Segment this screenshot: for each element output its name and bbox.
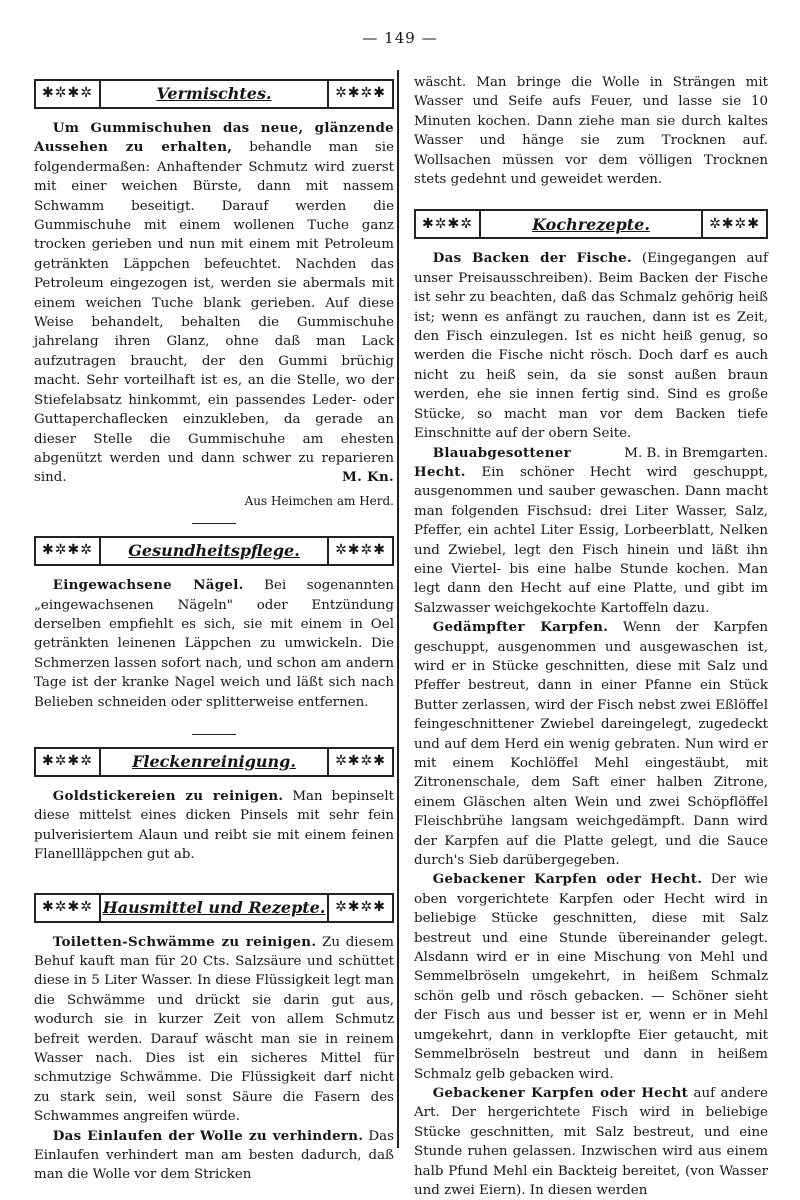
recipe-body: Der wie oben vorgerichtete Karpfen oder Hecht wird in beliebige Stücke geschnitten, diese mit Salz bestreut und eine Stunde übereinander gelegt. Alsdann wird er in eine Mischung von Mehl und Semmelbröseln umgekehrt, in heißem Schmalz schön gelb und rösch gebacken. — Schöner sieht der Fisch aus und besser ist er, wenn er in Mehl umgekehrt, dann in verklopfte Eier getaucht, mit Semmelbröseln bestreut und dann in heißem Schmalz gelb gebacken wird. xyxy=(414,872,769,1082)
right-column xyxy=(414,73,768,1200)
recipe-heading: Gebackener Karpfen oder Hecht. xyxy=(432,871,703,888)
source-note: Aus Heimchen am Herd. xyxy=(244,493,394,508)
ornament-left: ✱✲✱✲ xyxy=(422,215,473,232)
recipe-body: Ein schöner Hecht wird geschuppt, ausgenommen und sauber gewaschen. Dann macht man folgenden Fischsud: drei Liter Wasser, Salz, Pfeffer, ein achtel Liter Essig, Lorbeerblatt, Nelken und Zwiebel, legt den Fisch hinein und läßt ihn eine Viertel- bis eine halbe Stunde kochen. Man legt dann den Hecht auf eine Platte, und gibt im Salzwasser weichgekochte Kartoffeln dazu. xyxy=(414,464,768,616)
section-header-hausmittel xyxy=(34,893,394,923)
recipe-heading: Blauabgesottener Hecht. xyxy=(414,444,571,480)
recipe-heading: Gebackener Karpfen oder Hecht xyxy=(432,1084,689,1101)
recipe-hecht xyxy=(414,444,768,619)
author-signature: M. Kn. xyxy=(342,469,394,486)
article-schwaemme xyxy=(34,933,394,1127)
recipe-gebackener-karpfen xyxy=(414,870,768,1083)
recipe-body: (Eingegangen auf unser Preisausschreiben). Beim Backen der Fische ist sehr zu beachten, daß das Schmalz gehörig heiß ist; wenn es anfängt zu rauchen, dann ist es Zeit, den Fisch einzulegen. Ist es nicht heiß genug, so werden die Fische nicht rösch. Doch darf es auch nicht zu heiß sein, da sie sonst außen braun werden, ehe sie innen fertig sind. Sind es große Stücke, so macht man vor dem Backen tiefe Einschnitte auf der obern Seite. xyxy=(414,251,769,442)
recipe-body: Wenn der Karpfen geschuppt, ausgenommen und ausgewaschen ist, wird er in Stücke geschnitten, diese mit Salz und Pfeffer bestreut, dann in einer Pfanne ein Stück Butter zerlassen, wird der Fisch nebst zwei Eßlöffel feingeschnittener Zwiebel dareingelegt, zugedeckt und auf dem Herd ein wenig gebraten. Nun wird er mit einem Kochlöffel Mehl eingestäubt, mit Zitronenschale, dem Saft einer halben Zitrone, einem Gläschen alten Wein und zwei Schöpflöffel Fleischbrühe langsam weichgedämpft. Dann wird der Karpfen auf die Platte gelegt, und die Sauce durch's Sieb darübergegeben. xyxy=(414,620,768,869)
article-body: Bei sogenannten „eingewachsenen Nägeln" oder Entzündung derselben empfiehlt es sich, sie mit einem in Oel getränkten leinenen Läppchen zu umwickeln. Die Schmerzen lassen sofort nach, und schon am andern Tage ist der kranke Nagel weich und läßt sich nach Belieben schneiden oder splitterweise entfernen. xyxy=(34,578,394,710)
ornament-left: ✱✲✱✲ xyxy=(42,542,93,559)
section-header-flecken xyxy=(34,747,394,777)
article-gummischuhe xyxy=(34,119,394,488)
article-naegel xyxy=(34,576,394,712)
section-title: Kochrezepte. xyxy=(479,211,703,237)
article-body: Das Einlaufen verhindert man am besten dadurch, daß man die Wolle vor dem Stricken xyxy=(34,1128,394,1183)
section-title: Gesundheitspflege. xyxy=(99,538,329,564)
recipe-backen-fische xyxy=(414,249,769,461)
recipe-gebackener-karpfen-2 xyxy=(414,1084,768,1200)
ornament-left: ✱✲✱✲ xyxy=(42,85,93,102)
recipe-signature: M. B. in Bremgarten. xyxy=(624,445,768,461)
ornament-right: ✲✱✲✱ xyxy=(335,542,386,559)
article-goldstickereien xyxy=(34,787,394,865)
section-title: Fleckenreinigung. xyxy=(99,749,329,775)
continuation-text: wäscht. Man bringe die Wolle in Strängen mit Wasser und Seife aufs Feuer, und lasse sie 10 Minuten kochen. Dann ziehe man sie durch kaltes Wasser und hänge sie zum Trocknen auf. Wollsachen müssen vor dem völligen Trocknen stets gedehnt und geweidet werden. xyxy=(414,75,768,188)
article-heading: Goldstickereien zu reinigen. xyxy=(52,787,284,804)
article-body: Man bepinselt diese mittelst eines dicken Pinsels mit sehr fein pulverisiertem Alaun und reibt sie mit einem feinen Flanellläppchen gut ab. xyxy=(34,788,394,863)
ornament-right: ✲✱✲✱ xyxy=(335,898,386,915)
ornament-right: ✲✱✲✱ xyxy=(335,753,386,770)
page-number: — 149 — xyxy=(362,29,438,47)
recipe-heading: Das Backen der Fische. xyxy=(432,250,632,267)
column-divider xyxy=(397,70,399,1148)
left-column xyxy=(34,73,394,1185)
section-header-kochrezepte xyxy=(414,209,768,239)
ornament-left: ✱✲✱✲ xyxy=(42,898,93,915)
recipe-heading: Gedämpfter Karpfen. xyxy=(432,619,609,636)
article-body: behandle man sie folgendermaßen: Anhaftender Schmutz wird zuerst mit einer weichen Bürste, dann mit nassem Schwamm beseitigt. Darauf werden die Gummischuhe mit einem wollenen Tuche ganz trocken gerieben und nun mit einem mit Petroleum getränkten Läppchen befeuchtet. Nachden das Petroleum eingezogen ist, werden sie abermals mit einem weichen Tuche blank gerieben. Auf diese Weise behandelt, behalten die Gummischuhe jahrelang ihren Glanz, ohne daß man Lack aufzutragen braucht, der den Gummi brüchig macht. Sehr vorteilhaft ist es, an die Stelle, wo der Stiefelabsatz hinkommt, ein passendes Leder- oder Guttaperchaflecken einzukleben, da gerade an dieser Stelle die Gummischuhe am ehesten abgenützt werden und dann schwer zu reparieren sind. xyxy=(34,140,394,486)
recipe-body: auf andere Art. Der hergerichtete Fisch wird in beliebige Stücke geschnitten, mit Salz bestreut, und eine Stunde ruhen gelassen. Inzwischen wird aus einem halb Pfund Mehl ein Backteig bereitet, (von Wasser und zwei Eiern). In diesen werden xyxy=(414,1085,768,1198)
section-header-vermischtes xyxy=(34,79,394,109)
section-title: Hausmittel und Rezepte. xyxy=(99,895,329,921)
separator xyxy=(192,734,236,735)
article-wolle xyxy=(34,1127,394,1185)
section-header-gesundheit xyxy=(34,536,394,566)
article-heading: Eingewachsene Nägel. xyxy=(52,577,244,594)
section-title: Vermischtes. xyxy=(99,81,329,107)
article-heading: Das Einlaufen der Wolle zu verhindern. xyxy=(52,1127,364,1144)
article-heading: Um Gummischuhen das neue, glänzende Aussehen zu erhalten, xyxy=(34,120,394,156)
ornament-left: ✱✲✱✲ xyxy=(42,753,93,770)
article-heading: Toiletten-Schwämme zu reinigen. xyxy=(52,933,317,950)
recipe-gedaempfter-karpfen xyxy=(414,618,768,870)
ornament-right: ✲✱✲✱ xyxy=(709,215,760,232)
ornament-right: ✲✱✲✱ xyxy=(335,85,386,102)
separator xyxy=(192,523,236,524)
article-body: Zu diesem Behuf kauft man für 20 Cts. Salzsäure und schüttet diese in 5 Liter Wasser. In diese Flüssigkeit legt man die Schwämme und drückt sie darin gut aus, wodurch sie in kurzer Zeit von allem Schmutz befreit werden. Darauf wäscht man sie in reinem Wasser nach. Dies ist ein sicheres Mittel für schmutzige Schwämme. Die Flüssigkeit darf nicht zu stark sein, weil sonst Säure die Fasern des Schwammes angreifen würde. xyxy=(34,934,394,1125)
